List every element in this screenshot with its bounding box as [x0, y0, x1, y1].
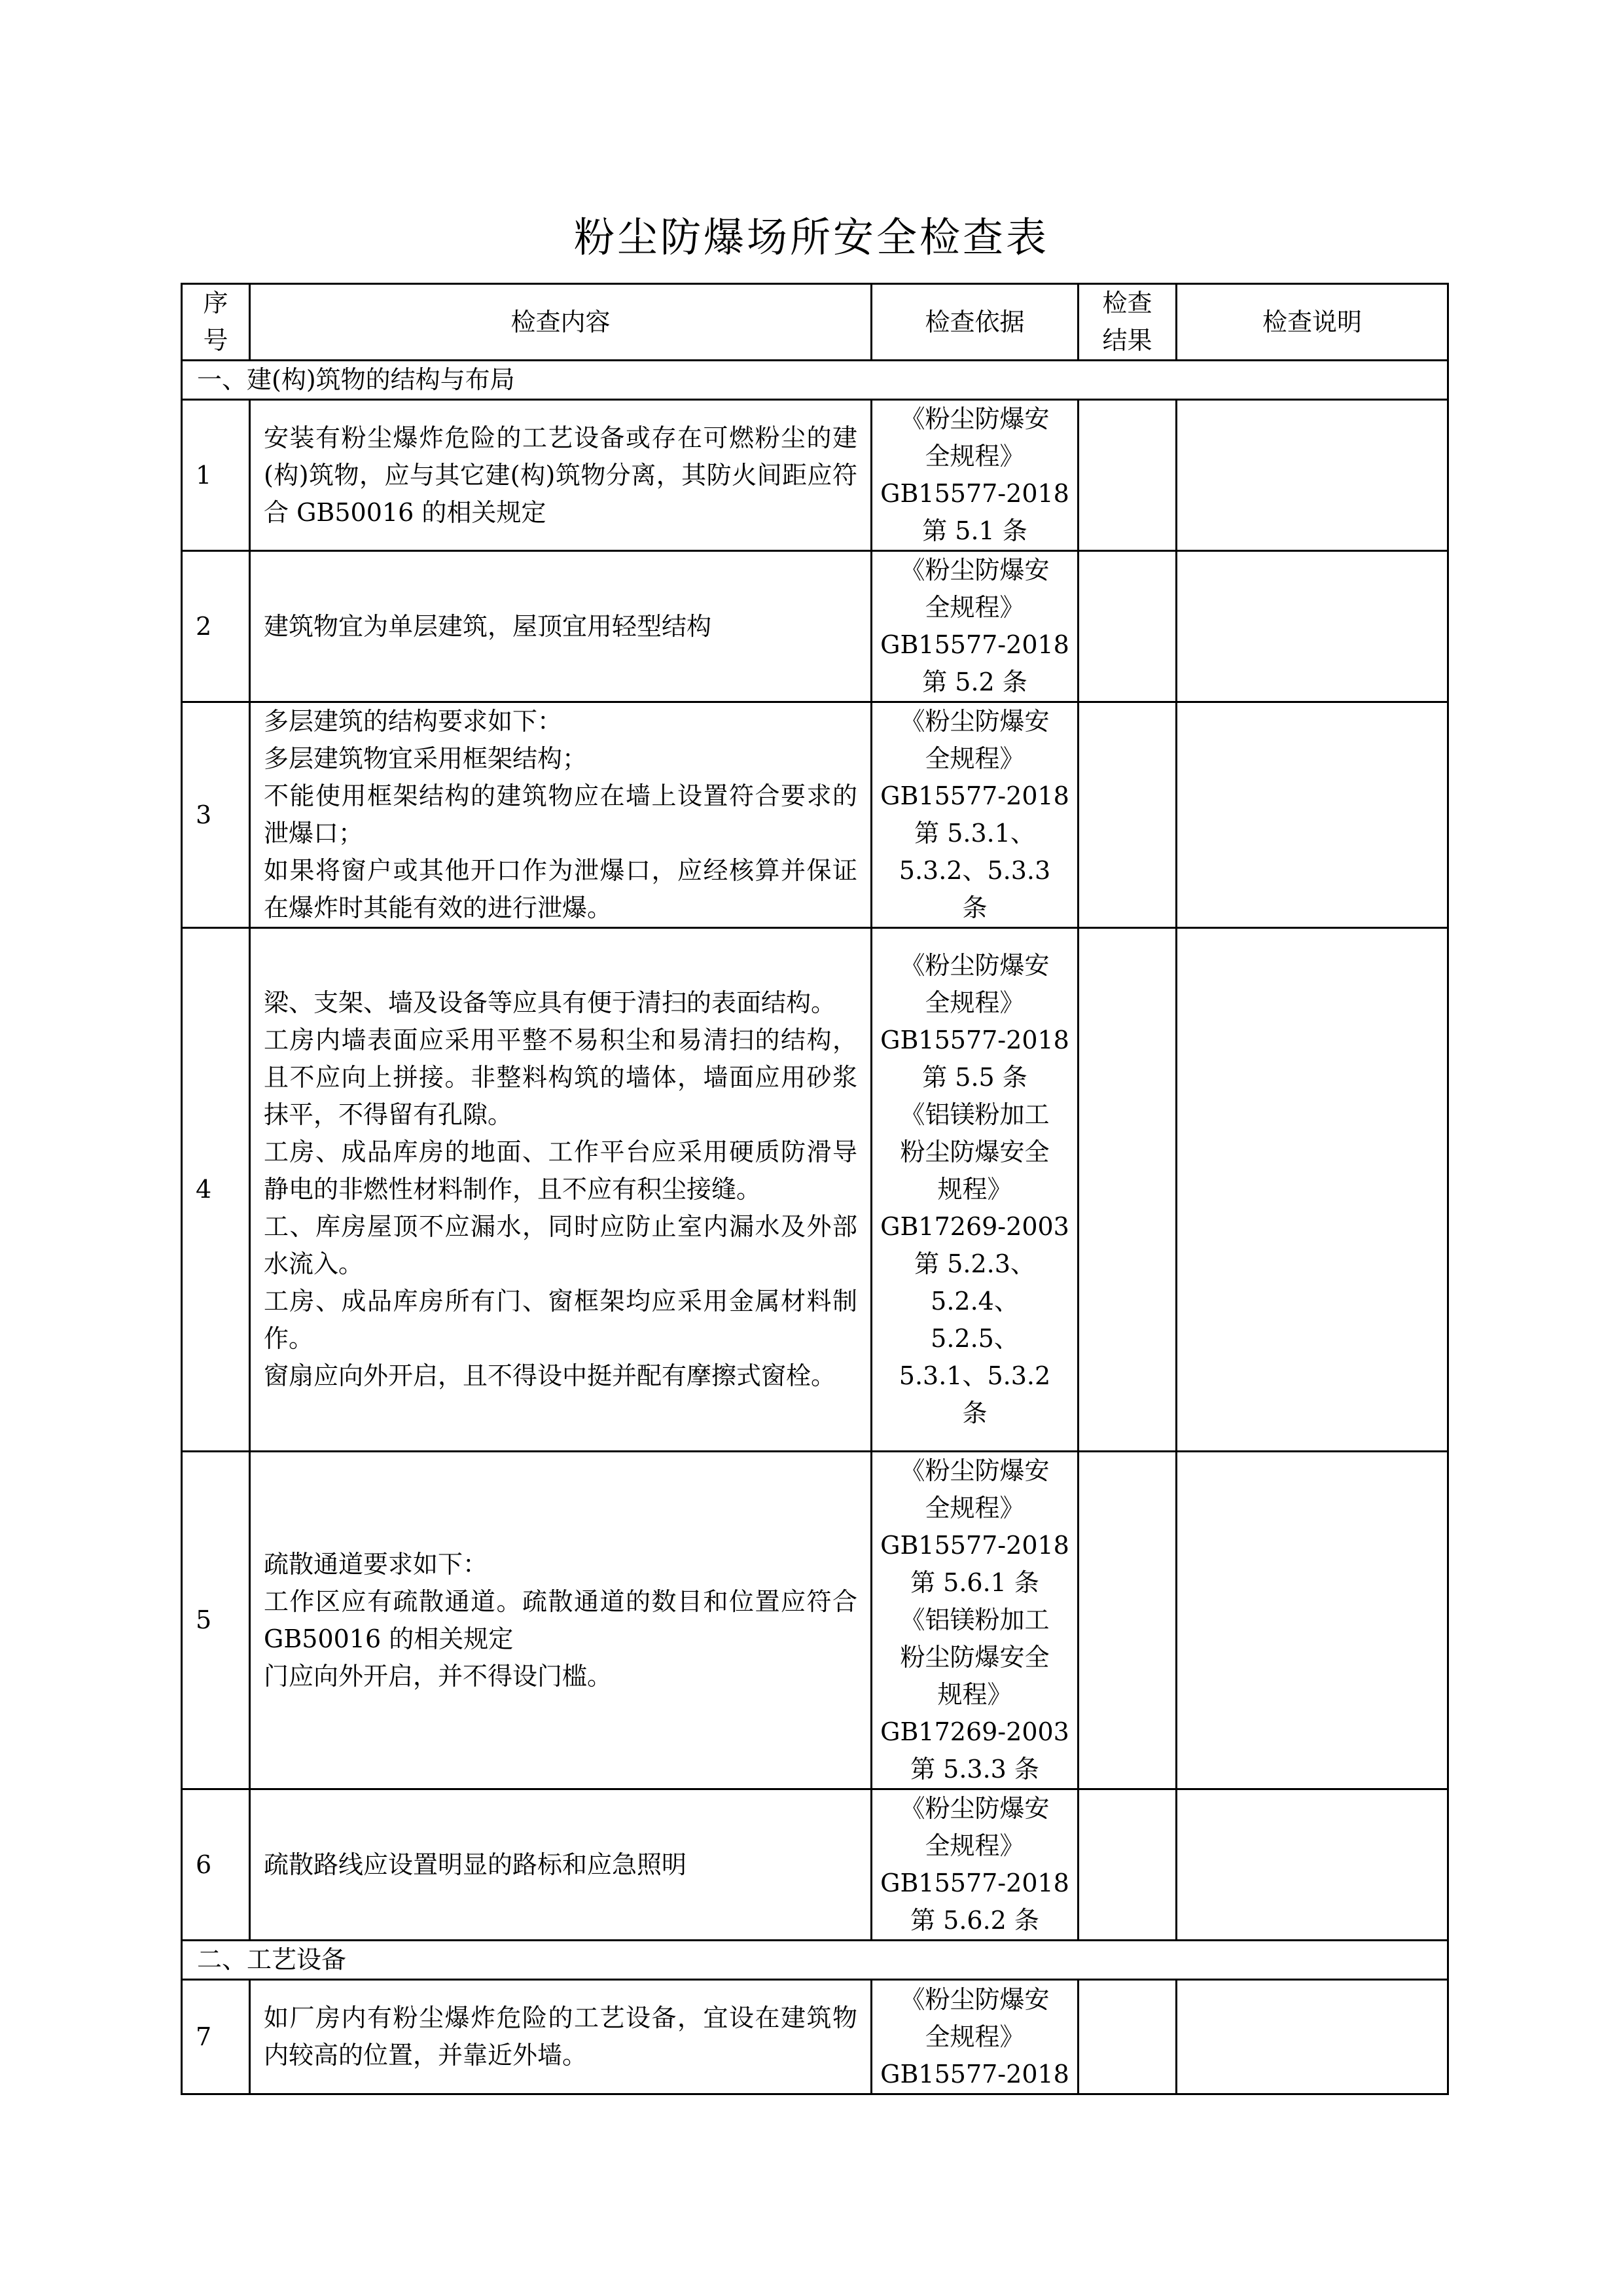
basis-line: 粉尘防爆安全 — [900, 1643, 1050, 1672]
basis-line: 第 5.1 条 — [922, 516, 1027, 545]
basis-line: 《粉尘防爆安 — [900, 707, 1050, 736]
basis-line: 全规程》 — [925, 593, 1025, 622]
section-title: 二、工艺设备 — [182, 1941, 1448, 1980]
basis-line: GB15577-2018 — [880, 479, 1069, 508]
content-line: 多层建筑的结构要求如下： — [264, 707, 563, 736]
section-title: 一、建(构)筑物的结构与布局 — [182, 361, 1448, 400]
row-number: 2 — [182, 551, 250, 702]
basis-line: 《粉尘防爆安 — [900, 1984, 1050, 2014]
inspection-table — [181, 283, 1449, 2095]
check-basis — [872, 1980, 1079, 2094]
check-result-cell[interactable] — [1079, 1980, 1177, 2094]
table-row — [182, 702, 1448, 928]
table-row — [182, 1452, 1448, 1789]
check-content — [250, 1789, 872, 1941]
basis-line: 第 5.2 条 — [922, 668, 1027, 696]
row-number: 7 — [182, 1980, 250, 2094]
header-basis: 检查依据 — [872, 284, 1079, 361]
basis-line: GB15577-2018 — [880, 781, 1069, 810]
basis-line: 第 5.5 条 — [922, 1063, 1027, 1092]
content-line: 建筑物宜为单层建筑，屋顶宜用轻型结构 — [264, 611, 712, 641]
header-content: 检查内容 — [250, 284, 872, 361]
content-line: 门应向外开启，并不得设门槛。 — [264, 1661, 613, 1691]
row-number: 1 — [182, 400, 250, 551]
header-note: 检查说明 — [1177, 284, 1448, 361]
check-content — [250, 551, 872, 702]
row-number: 6 — [182, 1789, 250, 1941]
basis-line: 《粉尘防爆安 — [900, 1456, 1050, 1485]
check-result-cell[interactable] — [1079, 702, 1177, 928]
basis-line: 《铝镁粉加工 — [900, 1605, 1050, 1634]
basis-line: 《粉尘防爆安 — [900, 556, 1050, 584]
basis-line: 全规程》 — [925, 2022, 1025, 2051]
section-row — [182, 1941, 1448, 1980]
row-number: 5 — [182, 1452, 250, 1789]
basis-line: 第 5.6.2 条 — [910, 1906, 1039, 1935]
basis-line: 《粉尘防爆安 — [900, 951, 1050, 980]
table-row — [182, 551, 1448, 702]
content-line: 工房、成品库房的地面、工作平台应采用硬质防滑导静电的非燃性材料制作，且不应有积尘接缝。 — [264, 1138, 857, 1204]
basis-line: 条 — [962, 893, 988, 922]
content-line: 窗扇应向外开启，且不得设中挺并配有摩擦式窗栓。 — [264, 1361, 836, 1390]
header-no: 序号 — [182, 284, 250, 361]
check-basis — [872, 702, 1079, 928]
basis-line: 条 — [962, 1399, 988, 1427]
check-content — [250, 400, 872, 551]
basis-line: GB15577-2018 — [880, 1531, 1069, 1560]
content-line: 工、库房屋顶不应漏水，同时应防止室内漏水及外部水流入。 — [264, 1212, 857, 1278]
basis-line: 全规程》 — [925, 744, 1025, 773]
basis-line: 《铝镁粉加工 — [900, 1100, 1050, 1129]
table-row — [182, 1980, 1448, 2094]
basis-line: 粉尘防爆安全 — [900, 1138, 1050, 1166]
section-row — [182, 361, 1448, 400]
basis-line: 规程》 — [937, 1680, 1012, 1709]
check-result-cell[interactable] — [1079, 551, 1177, 702]
basis-line: 5.2.4、 — [931, 1287, 1019, 1316]
basis-line: 规程》 — [937, 1175, 1012, 1204]
basis-line: 第 5.3.1、 — [914, 819, 1035, 848]
content-line: 如果将窗户或其他开口作为泄爆口，应经核算并保证在爆炸时其能有效的进行泄爆。 — [264, 856, 857, 922]
check-basis — [872, 928, 1079, 1452]
basis-line: 第 5.3.3 条 — [910, 1755, 1039, 1784]
page-title: 粉尘防爆场所安全检查表 — [573, 213, 1049, 261]
table-row — [182, 928, 1448, 1452]
basis-line: 5.3.1、5.3.2 — [899, 1361, 1051, 1390]
check-note-cell[interactable] — [1177, 400, 1448, 551]
basis-line: 《粉尘防爆安 — [900, 404, 1050, 433]
content-line: 不能使用框架结构的建筑物应在墙上设置符合要求的泄爆口； — [264, 781, 857, 848]
row-number: 4 — [182, 928, 250, 1452]
check-result-cell[interactable] — [1079, 400, 1177, 551]
basis-line: 5.3.2、5.3.3 — [899, 856, 1051, 885]
check-note-cell[interactable] — [1177, 551, 1448, 702]
header-row — [182, 284, 1448, 361]
check-result-cell[interactable] — [1079, 1452, 1177, 1789]
content-line: 工作区应有疏散通道。疏散通道的数目和位置应符合 GB50016 的相关规定 — [264, 1587, 857, 1653]
table-row — [182, 1789, 1448, 1941]
content-line: 工房内墙表面应采用平整不易积尘和易清扫的结构，且不应向上拼接。非整料构筑的墙体，墙面应用砂浆抹平，不得留有孔隙。 — [264, 1026, 857, 1129]
content-line: 多层建筑物宜采用框架结构； — [264, 744, 588, 773]
check-note-cell[interactable] — [1177, 1789, 1448, 1941]
check-result-cell[interactable] — [1079, 1789, 1177, 1941]
check-result-cell[interactable] — [1079, 928, 1177, 1452]
content-line: 疏散通道要求如下： — [264, 1549, 488, 1579]
check-content — [250, 1980, 872, 2094]
content-line: 如厂房内有粉尘爆炸危险的工艺设备，宜设在建筑物内较高的位置，并靠近外墙。 — [264, 2003, 857, 2070]
basis-line: 全规程》 — [925, 442, 1025, 471]
check-basis — [872, 1452, 1079, 1789]
content-line: 工房、成品库房所有门、窗框架均应采用金属材料制作。 — [264, 1287, 857, 1353]
basis-line: 全规程》 — [925, 1831, 1025, 1860]
basis-line: GB15577-2018 — [880, 1026, 1069, 1054]
basis-line: 全规程》 — [925, 1494, 1025, 1522]
check-content — [250, 1452, 872, 1789]
basis-line: 全规程》 — [925, 988, 1025, 1017]
row-number: 3 — [182, 702, 250, 928]
check-note-cell[interactable] — [1177, 1980, 1448, 2094]
content-line: 疏散路线应设置明显的路标和应急照明 — [264, 1850, 687, 1879]
basis-line: GB15577-2018 — [880, 1869, 1069, 1897]
table-row — [182, 400, 1448, 551]
check-note-cell[interactable] — [1177, 928, 1448, 1452]
basis-line: 第 5.6.1 条 — [910, 1568, 1039, 1597]
header-result: 检查结果 — [1079, 284, 1177, 361]
check-content — [250, 928, 872, 1452]
basis-line: GB15577-2018 — [880, 2059, 1069, 2089]
basis-line: GB15577-2018 — [880, 630, 1069, 659]
check-basis — [872, 1789, 1079, 1941]
check-basis — [872, 400, 1079, 551]
basis-line: 5.2.5、 — [931, 1324, 1019, 1353]
content-line: 安装有粉尘爆炸危险的工艺设备或存在可燃粉尘的建(构)筑物，应与其它建(构)筑物分离，其防火间距应符合 GB50016 的相关规定 — [264, 423, 857, 527]
check-note-cell[interactable] — [1177, 702, 1448, 928]
check-basis — [872, 551, 1079, 702]
basis-line: 《粉尘防爆安 — [900, 1794, 1050, 1823]
content-line: 梁、支架、墙及设备等应具有便于清扫的表面结构。 — [264, 988, 836, 1017]
check-content — [250, 702, 872, 928]
basis-line: 第 5.2.3、 — [914, 1249, 1035, 1278]
basis-line: GB17269-2003 — [880, 1717, 1069, 1746]
check-note-cell[interactable] — [1177, 1452, 1448, 1789]
basis-line: GB17269-2003 — [880, 1212, 1069, 1241]
